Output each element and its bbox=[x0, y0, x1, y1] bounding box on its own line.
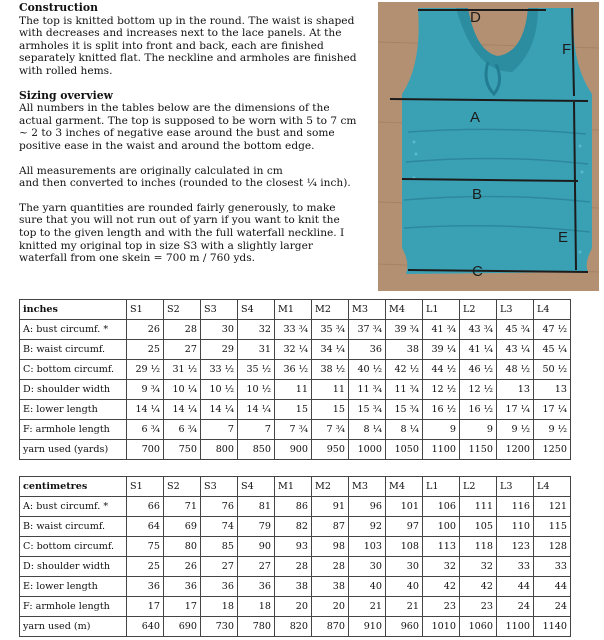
table-cell: 870 bbox=[312, 617, 349, 637]
table-cell: 90 bbox=[238, 537, 275, 557]
table-row bbox=[20, 617, 571, 637]
table-cell: 42 bbox=[423, 577, 460, 597]
table-cell: 7 ¾ bbox=[312, 420, 349, 440]
size-header-cell: M4 bbox=[386, 300, 423, 320]
table-cell: 64 bbox=[127, 517, 164, 537]
table-cell: 32 bbox=[423, 557, 460, 577]
size-header-cell: S1 bbox=[127, 477, 164, 497]
row-label: yarn used (yards) bbox=[20, 440, 127, 460]
row-label: A: bust circumf. * bbox=[20, 320, 127, 340]
size-header-cell: S3 bbox=[201, 300, 238, 320]
table-cell: 27 bbox=[164, 340, 201, 360]
row-label: C: bottom circumf. bbox=[20, 360, 127, 380]
table-title: centimetres bbox=[20, 477, 127, 497]
table-cell: 33 ½ bbox=[201, 360, 238, 380]
table-cell: 11 bbox=[275, 380, 312, 400]
centimetres-table bbox=[19, 476, 571, 637]
size-header-cell: S3 bbox=[201, 477, 238, 497]
table-cell: 92 bbox=[349, 517, 386, 537]
table-cell: 9 ½ bbox=[534, 420, 571, 440]
table-cell: 33 ¾ bbox=[275, 320, 312, 340]
table-cell: 1050 bbox=[386, 440, 423, 460]
table-row bbox=[20, 557, 571, 577]
table-cell: 10 ¼ bbox=[164, 380, 201, 400]
table-cell: 14 ¼ bbox=[201, 400, 238, 420]
table-cell: 15 ¾ bbox=[349, 400, 386, 420]
table-cell: 41 ¾ bbox=[423, 320, 460, 340]
table-cell: 18 bbox=[201, 597, 238, 617]
table-cell: 10 ½ bbox=[201, 380, 238, 400]
table-cell: 87 bbox=[312, 517, 349, 537]
table-cell: 850 bbox=[238, 440, 275, 460]
table-cell: 35 ½ bbox=[238, 360, 275, 380]
row-label: A: bust circumf. * bbox=[20, 497, 127, 517]
table-cell: 13 bbox=[534, 380, 571, 400]
table-row bbox=[20, 360, 571, 380]
table-cell: 14 ¼ bbox=[127, 400, 164, 420]
table-cell: 12 ½ bbox=[423, 380, 460, 400]
table-cell: 15 bbox=[275, 400, 312, 420]
table-cell: 47 ½ bbox=[534, 320, 571, 340]
table-cell: 82 bbox=[275, 517, 312, 537]
row-label: F: armhole length bbox=[20, 597, 127, 617]
table-cell: 25 bbox=[127, 557, 164, 577]
table-cell: 24 bbox=[497, 597, 534, 617]
size-header-cell: S2 bbox=[164, 477, 201, 497]
table-cell: 128 bbox=[534, 537, 571, 557]
construction-line: with rolled hems. bbox=[19, 64, 113, 77]
table-cell: 97 bbox=[386, 517, 423, 537]
table-cell: 960 bbox=[386, 617, 423, 637]
table-cell: 17 bbox=[127, 597, 164, 617]
size-header-cell: M4 bbox=[386, 477, 423, 497]
table-cell: 76 bbox=[201, 497, 238, 517]
table-cell: 11 ¾ bbox=[386, 380, 423, 400]
table-cell: 14 ¼ bbox=[164, 400, 201, 420]
table-cell: 46 ½ bbox=[460, 360, 497, 380]
table-cell: 101 bbox=[386, 497, 423, 517]
table-cell: 26 bbox=[164, 557, 201, 577]
table-cell: 44 bbox=[497, 577, 534, 597]
table-cell: 36 bbox=[164, 577, 201, 597]
row-label: B: waist circumf. bbox=[20, 340, 127, 360]
table-cell: 32 ¼ bbox=[275, 340, 312, 360]
size-header-cell: L1 bbox=[423, 300, 460, 320]
sizing-line: ~ 2 to 3 inches of negative ease around the bust and some bbox=[19, 127, 335, 140]
table-row bbox=[20, 497, 571, 517]
table-cell: 40 bbox=[386, 577, 423, 597]
table-cell: 17 bbox=[164, 597, 201, 617]
row-label: yarn used (m) bbox=[20, 617, 127, 637]
table-cell: 79 bbox=[238, 517, 275, 537]
table-cell: 730 bbox=[201, 617, 238, 637]
table-cell: 23 bbox=[460, 597, 497, 617]
table-cell: 69 bbox=[164, 517, 201, 537]
table-cell: 780 bbox=[238, 617, 275, 637]
size-header-cell: M2 bbox=[312, 477, 349, 497]
table-cell: 8 ¼ bbox=[349, 420, 386, 440]
table-cell: 39 ¾ bbox=[386, 320, 423, 340]
table-cell: 38 bbox=[275, 577, 312, 597]
table-cell: 30 bbox=[386, 557, 423, 577]
label-c: C bbox=[472, 263, 483, 280]
table-cell: 28 bbox=[164, 320, 201, 340]
table-cell: 39 ¼ bbox=[423, 340, 460, 360]
label-f: F bbox=[562, 41, 572, 58]
table-cell: 86 bbox=[275, 497, 312, 517]
table-cell: 31 ½ bbox=[164, 360, 201, 380]
table-cell: 44 bbox=[534, 577, 571, 597]
table-cell: 27 bbox=[238, 557, 275, 577]
table-cell: 111 bbox=[460, 497, 497, 517]
table-cell: 17 ¼ bbox=[497, 400, 534, 420]
table-cell: 1010 bbox=[423, 617, 460, 637]
row-label: D: shoulder width bbox=[20, 380, 127, 400]
sizing-line: All numbers in the tables below are the dimensions of the bbox=[19, 102, 330, 115]
table-cell: 15 bbox=[312, 400, 349, 420]
table-cell: 38 ½ bbox=[312, 360, 349, 380]
table-cell: 43 ¾ bbox=[460, 320, 497, 340]
table-cell: 17 ¼ bbox=[534, 400, 571, 420]
table-cell: 24 bbox=[534, 597, 571, 617]
table-cell: 38 bbox=[386, 340, 423, 360]
table-cell: 74 bbox=[201, 517, 238, 537]
label-e: E bbox=[558, 229, 569, 246]
table-cell: 32 bbox=[460, 557, 497, 577]
row-label: B: waist circumf. bbox=[20, 517, 127, 537]
table-cell: 40 ½ bbox=[349, 360, 386, 380]
table-cell: 13 bbox=[497, 380, 534, 400]
table-cell: 1060 bbox=[460, 617, 497, 637]
table-cell: 96 bbox=[349, 497, 386, 517]
inches-table bbox=[19, 299, 571, 460]
table-cell: 1200 bbox=[497, 440, 534, 460]
table-cell: 33 bbox=[497, 557, 534, 577]
table-cell: 75 bbox=[127, 537, 164, 557]
table-cell: 38 bbox=[312, 577, 349, 597]
table-cell: 30 bbox=[201, 320, 238, 340]
table-cell: 820 bbox=[275, 617, 312, 637]
table-cell: 700 bbox=[127, 440, 164, 460]
size-header-cell: S2 bbox=[164, 300, 201, 320]
table-cell: 14 ¼ bbox=[238, 400, 275, 420]
table-cell: 42 bbox=[460, 577, 497, 597]
size-header-cell: S4 bbox=[238, 300, 275, 320]
table-cell: 29 bbox=[201, 340, 238, 360]
table-cell: 115 bbox=[534, 517, 571, 537]
construction-line: armholes it is split into front and back, each are finished bbox=[19, 39, 324, 52]
table-row bbox=[20, 400, 571, 420]
table-cell: 690 bbox=[164, 617, 201, 637]
table-cell: 16 ½ bbox=[423, 400, 460, 420]
size-header-cell: S4 bbox=[238, 477, 275, 497]
table-cell: 11 ¾ bbox=[349, 380, 386, 400]
table-cell: 950 bbox=[312, 440, 349, 460]
table-cell: 28 bbox=[312, 557, 349, 577]
table-cell: 118 bbox=[460, 537, 497, 557]
table-cell: 44 ½ bbox=[423, 360, 460, 380]
label-d: D bbox=[470, 9, 481, 26]
table-cell: 12 ½ bbox=[460, 380, 497, 400]
sizing-line: positive ease in the waist and around the bottom edge. bbox=[19, 139, 315, 152]
table-cell: 9 bbox=[423, 420, 460, 440]
size-header-cell: M2 bbox=[312, 300, 349, 320]
table-cell: 113 bbox=[423, 537, 460, 557]
table-cell: 93 bbox=[275, 537, 312, 557]
size-header-cell: L2 bbox=[460, 300, 497, 320]
sizing-line: sure that you will not run out of yarn if you want to knit the bbox=[19, 214, 340, 227]
row-label: E: lower length bbox=[20, 400, 127, 420]
sizing-line: actual garment. The top is supposed to be worn with 5 to 7 cm bbox=[19, 114, 357, 127]
row-label: D: shoulder width bbox=[20, 557, 127, 577]
table-cell: 36 ½ bbox=[275, 360, 312, 380]
table-cell: 26 bbox=[127, 320, 164, 340]
size-header-cell: L3 bbox=[497, 300, 534, 320]
table-row bbox=[20, 340, 571, 360]
label-b: B bbox=[472, 186, 483, 203]
table-cell: 27 bbox=[201, 557, 238, 577]
size-header-cell: M1 bbox=[275, 300, 312, 320]
table-cell: 1250 bbox=[534, 440, 571, 460]
garment-photo bbox=[378, 2, 599, 291]
table-cell: 41 ¼ bbox=[460, 340, 497, 360]
table-cell: 35 ¾ bbox=[312, 320, 349, 340]
construction-line: separately knitted flat. The neckline and armholes are finished bbox=[19, 52, 357, 65]
table-cell: 30 bbox=[349, 557, 386, 577]
size-header-cell: L2 bbox=[460, 477, 497, 497]
table-row bbox=[20, 420, 571, 440]
table-cell: 103 bbox=[349, 537, 386, 557]
table-cell: 1140 bbox=[534, 617, 571, 637]
table-cell: 20 bbox=[312, 597, 349, 617]
table-row bbox=[20, 537, 571, 557]
table-cell: 25 bbox=[127, 340, 164, 360]
table-cell: 31 bbox=[238, 340, 275, 360]
table-cell: 98 bbox=[312, 537, 349, 557]
table-cell: 9 ¾ bbox=[127, 380, 164, 400]
sizing-line: All measurements are originally calculated in cm bbox=[19, 164, 283, 177]
table-cell: 23 bbox=[423, 597, 460, 617]
size-header-cell: L4 bbox=[534, 300, 571, 320]
table-cell: 7 bbox=[201, 420, 238, 440]
sizing-line: waterfall from one skein = 700 m / 760 yds. bbox=[19, 252, 256, 265]
table-cell: 8 ¼ bbox=[386, 420, 423, 440]
sizing-line: and then converted to inches (rounded to the closest ¼ inch). bbox=[19, 177, 351, 190]
table-cell: 100 bbox=[423, 517, 460, 537]
table-cell: 750 bbox=[164, 440, 201, 460]
construction-line: with decreases and increases next to the lace panels. At the bbox=[19, 27, 342, 40]
table-cell: 7 ¾ bbox=[275, 420, 312, 440]
label-a: A bbox=[470, 109, 481, 126]
table-cell: 6 ¾ bbox=[164, 420, 201, 440]
table-cell: 40 bbox=[349, 577, 386, 597]
table-row bbox=[20, 380, 571, 400]
table-header-row bbox=[20, 300, 571, 320]
text-block bbox=[19, 2, 371, 265]
table-cell: 910 bbox=[349, 617, 386, 637]
table-row bbox=[20, 577, 571, 597]
table-cell: 36 bbox=[238, 577, 275, 597]
sizing-line: The yarn quantities are rounded fairly generously, to make bbox=[19, 201, 336, 214]
table-cell: 116 bbox=[497, 497, 534, 517]
sizing-line: knitted my original top in size S3 with a slightly larger bbox=[19, 239, 313, 252]
size-header-cell: L3 bbox=[497, 477, 534, 497]
table-cell: 7 bbox=[238, 420, 275, 440]
table-cell: 91 bbox=[312, 497, 349, 517]
sizing-line: top to the given length and with the full waterfall neckline. I bbox=[19, 226, 345, 239]
sizing-heading: Sizing overview bbox=[19, 88, 113, 102]
table-cell: 6 ¾ bbox=[127, 420, 164, 440]
size-header-cell: M1 bbox=[275, 477, 312, 497]
table-cell: 1000 bbox=[349, 440, 386, 460]
table-cell: 21 bbox=[386, 597, 423, 617]
table-row bbox=[20, 440, 571, 460]
table-cell: 66 bbox=[127, 497, 164, 517]
table-cell: 9 bbox=[460, 420, 497, 440]
construction-line: The top is knitted bottom up in the round. The waist is shaped bbox=[19, 14, 355, 27]
table-cell: 1150 bbox=[460, 440, 497, 460]
table-cell: 121 bbox=[534, 497, 571, 517]
table-cell: 15 ¾ bbox=[386, 400, 423, 420]
table-cell: 21 bbox=[349, 597, 386, 617]
table-cell: 16 ½ bbox=[460, 400, 497, 420]
table-cell: 37 ¾ bbox=[349, 320, 386, 340]
row-label: C: bottom circumf. bbox=[20, 537, 127, 557]
row-label: E: lower length bbox=[20, 577, 127, 597]
table-cell: 42 ½ bbox=[386, 360, 423, 380]
table-cell: 45 ¼ bbox=[534, 340, 571, 360]
table-cell: 110 bbox=[497, 517, 534, 537]
table-cell: 43 ¼ bbox=[497, 340, 534, 360]
table-cell: 800 bbox=[201, 440, 238, 460]
table-cell: 50 ½ bbox=[534, 360, 571, 380]
table-cell: 105 bbox=[460, 517, 497, 537]
table-cell: 29 ½ bbox=[127, 360, 164, 380]
table-cell: 81 bbox=[238, 497, 275, 517]
table-cell: 9 ½ bbox=[497, 420, 534, 440]
table-cell: 106 bbox=[423, 497, 460, 517]
table-cell: 36 bbox=[201, 577, 238, 597]
size-header-cell: M3 bbox=[349, 300, 386, 320]
table-cell: 85 bbox=[201, 537, 238, 557]
table-cell: 28 bbox=[275, 557, 312, 577]
table-cell: 11 bbox=[312, 380, 349, 400]
table-cell: 33 bbox=[534, 557, 571, 577]
table-cell: 18 bbox=[238, 597, 275, 617]
table-cell: 32 bbox=[238, 320, 275, 340]
table-cell: 1100 bbox=[423, 440, 460, 460]
table-cell: 900 bbox=[275, 440, 312, 460]
table-cell: 640 bbox=[127, 617, 164, 637]
table-cell: 48 ½ bbox=[497, 360, 534, 380]
table-cell: 36 bbox=[349, 340, 386, 360]
table-cell: 71 bbox=[164, 497, 201, 517]
table-cell: 108 bbox=[386, 537, 423, 557]
table-title: inches bbox=[20, 300, 127, 320]
construction-heading: Construction bbox=[19, 1, 98, 14]
table-row bbox=[20, 320, 571, 340]
table-cell: 80 bbox=[164, 537, 201, 557]
size-header-cell: M3 bbox=[349, 477, 386, 497]
table-header-row bbox=[20, 477, 571, 497]
table-row bbox=[20, 597, 571, 617]
table-cell: 123 bbox=[497, 537, 534, 557]
table-cell: 45 ¾ bbox=[497, 320, 534, 340]
table-cell: 10 ½ bbox=[238, 380, 275, 400]
table-cell: 1100 bbox=[497, 617, 534, 637]
row-label: F: armhole length bbox=[20, 420, 127, 440]
size-header-cell: L4 bbox=[534, 477, 571, 497]
table-row bbox=[20, 517, 571, 537]
table-cell: 36 bbox=[127, 577, 164, 597]
size-header-cell: L1 bbox=[423, 477, 460, 497]
table-cell: 34 ¼ bbox=[312, 340, 349, 360]
table-cell: 20 bbox=[275, 597, 312, 617]
size-header-cell: S1 bbox=[127, 300, 164, 320]
